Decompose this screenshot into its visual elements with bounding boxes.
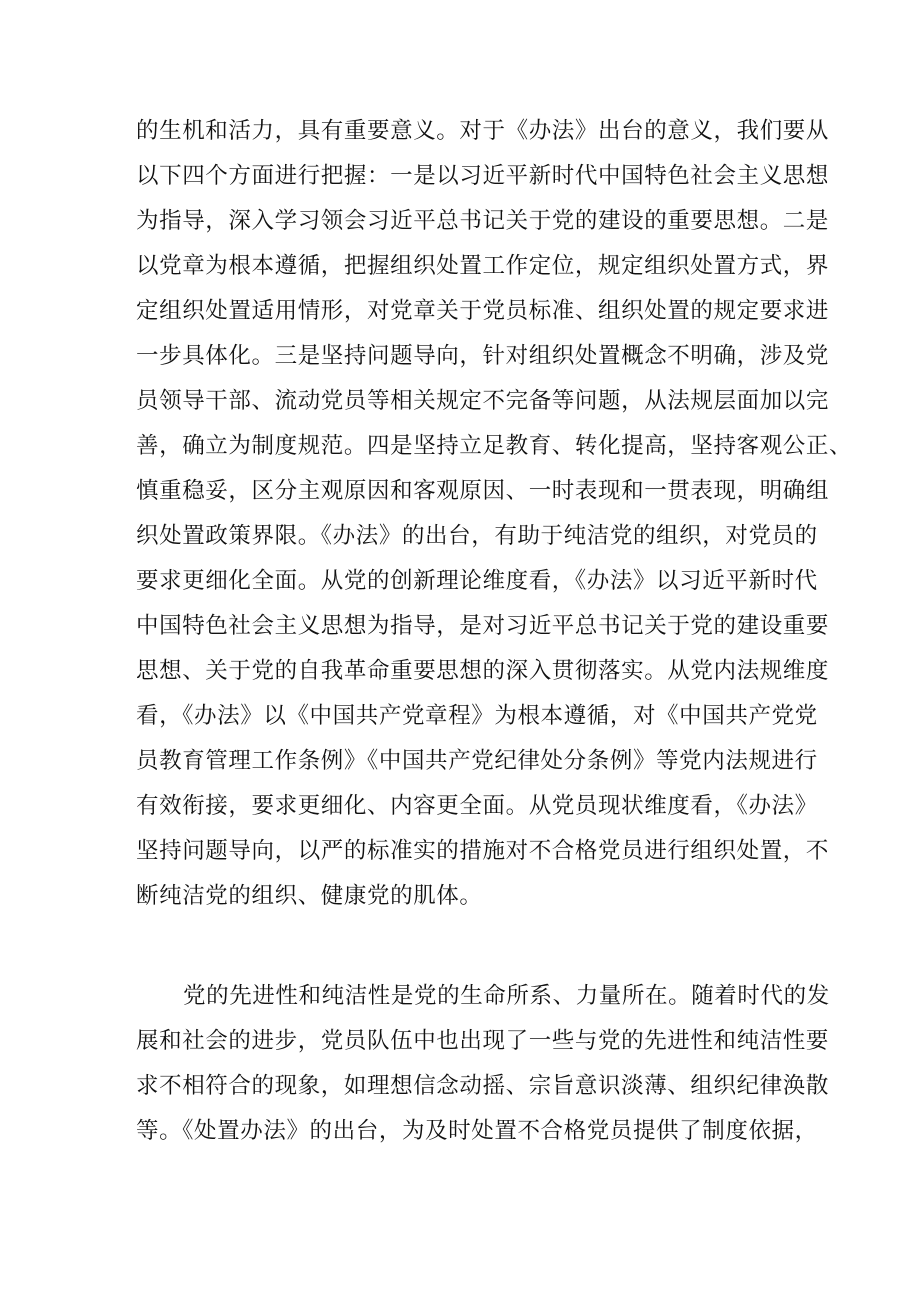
text-line: 定组织处置适用情形，对党章关于党员标准、组织处置的规定要求进 (136, 298, 830, 324)
text-line: 坚持问题导向，以严的标准实的措施对不合格党员进行组织处置，不 (136, 838, 830, 864)
text-line: 有效衔接，要求更细化、内容更全面。从党员现状维度看，《办法》 (136, 793, 818, 819)
text-line: 慎重稳妥，区分主观原因和客观原因、一时表现和一贯表现，明确组 (136, 478, 830, 504)
text-line: 为指导，深入学习领会习近平总书记关于党的建设的重要思想。二是 (136, 208, 830, 234)
text-line: 员教育管理工作条例》《中国共产党纪律处分条例》等党内法规进行 (136, 748, 818, 774)
text-line: 一步具体化。三是坚持问题导向，针对组织处置概念不明确，涉及党 (136, 343, 830, 369)
text-line: 求不相符合的现象，如理想信念动摇、宗旨意识淡薄、组织纪律涣散 (136, 1073, 830, 1099)
text-line: 中国特色社会主义思想为指导，是对习近平总书记关于党的建设重要 (136, 613, 830, 639)
paragraph-2 (136, 974, 830, 1154)
text-line: 织处置政策界限。《办法》的出台，有助于纯洁党的组织，对党员的 (136, 523, 818, 549)
text-line: 以党章为根本遵循，把握组织处置工作定位，规定组织处置方式，界 (136, 253, 830, 279)
text-line: 断纯洁党的组织、健康党的肌体。 (136, 883, 483, 909)
text-line: 善，确立为制度规范。四是坚持立足教育、转化提高，坚持客观公正、 (136, 433, 853, 459)
paragraph-1 (136, 109, 853, 919)
text-line: 思想、关于党的自我革命重要思想的深入贯彻落实。从党内法规维度 (136, 658, 830, 684)
text-line: 的生机和活力，具有重要意义。对于《办法》出台的意义，我们要从 (136, 118, 830, 144)
text-line: 等。《处置办法》的出台，为及时处置不合格党员提供了制度依据， (136, 1118, 818, 1144)
text-line: 员领导干部、流动党员等相关规定不完备等问题，从法规层面加以完 (136, 388, 830, 414)
text-line: 以下四个方面进行把握：一是以习近平新时代中国特色社会主义思想 (136, 163, 830, 189)
text-line: 展和社会的进步，党员队伍中也出现了一些与党的先进性和纯洁性要 (136, 1028, 830, 1054)
text-line: 要求更细化全面。从党的创新理论维度看，《办法》以习近平新时代 (136, 568, 818, 594)
text-line: 党的先进性和纯洁性是党的生命所系、力量所在。随着时代的发 (183, 983, 830, 1009)
text-line: 看，《办法》以《中国共产党章程》为根本遵循，对《中国共产党党 (136, 703, 818, 729)
